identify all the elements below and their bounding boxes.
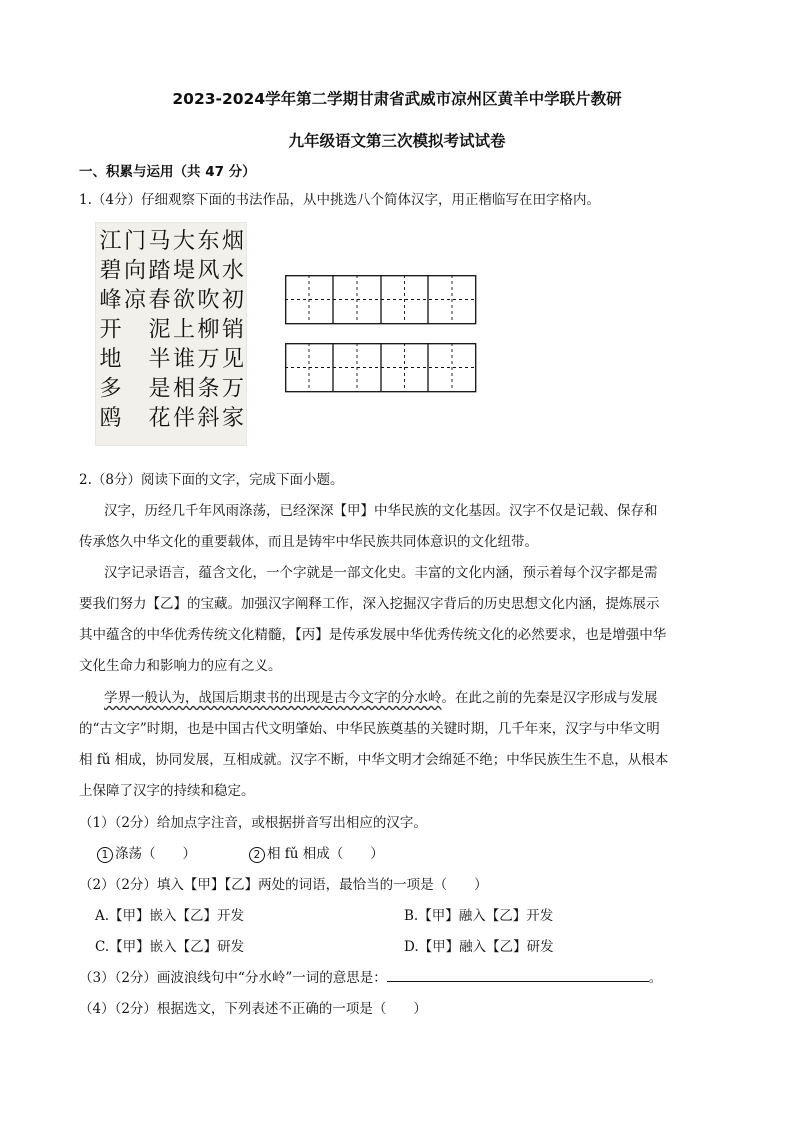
tianzige-row-2 — [285, 343, 477, 397]
tianzige-grid-2[interactable] — [285, 343, 477, 393]
calligraphy-char: 门 — [123, 229, 147, 254]
calligraphy-char: 烟 — [221, 229, 245, 254]
calligraphy-image — [95, 222, 247, 446]
calligraphy-char: 上 — [172, 317, 196, 343]
passage-p3-line4: 上保障了汉字的持续和稳定。 — [79, 783, 255, 799]
calligraphy-char: 初 — [221, 288, 245, 313]
calligraphy-char: 鸥 — [99, 406, 122, 431]
passage-p3-line2: 的“古文字”时期，也是中国古代文明肇始、中华民族奠基的关键时期，几千年来，汉字与中华文明 — [79, 721, 660, 737]
subquestion-2-stem: （2）（2分）填入【甲】【乙】两处的词语，最恰当的一项是（ ） — [79, 877, 488, 893]
subquestion-1-item1 — [97, 842, 196, 863]
calligraphy-char: 花 — [148, 406, 171, 431]
exam-title-line2: 九年级语文第三次模拟考试试卷 — [288, 132, 506, 150]
subquestion-4-stem: （4）（2分）根据选文，下列表述不正确的一项是（ ） — [79, 1001, 427, 1017]
passage-p2-line4: 文化生命力和影响力的应有之义。 — [79, 658, 282, 674]
option-b[interactable]: B.【甲】融入【乙】开发 — [404, 908, 554, 924]
answer-blank[interactable] — [387, 969, 649, 982]
option-d[interactable]: D.【甲】融入【乙】研发 — [404, 939, 554, 955]
calligraphy-char: 万 — [221, 376, 245, 402]
option-a[interactable]: A.【甲】嵌入【乙】开发 — [95, 908, 245, 924]
calligraphy-char: 马 — [148, 229, 171, 254]
calligraphy-char: 家 — [221, 406, 245, 431]
wavy-underlined-sentence: 学界一般认为，战国后期隶书的出现是古今文字的分水岭 — [104, 690, 442, 706]
calligraphy-char: 欲 — [172, 288, 196, 313]
circled-number-2: 2 — [249, 847, 265, 863]
calligraphy-char: 水 — [221, 258, 245, 284]
calligraphy-artwork — [95, 222, 247, 446]
calligraphy-char: 半 — [148, 347, 171, 372]
calligraphy-char: 开 — [99, 317, 122, 343]
calligraphy-char: 风 — [197, 258, 220, 284]
subquestion-3 — [79, 966, 662, 986]
calligraphy-char: 万 — [197, 347, 220, 372]
calligraphy-char: 相 — [172, 376, 196, 402]
calligraphy-char: 条 — [197, 376, 220, 402]
passage-p2-line2: 要我们努力【乙】的宝藏。加强汉字阐释工作，深入挖掘汉字背后的历史思想文化内涵，提炼展示 — [79, 596, 660, 612]
calligraphy-char: 泥 — [148, 317, 171, 343]
calligraphy-char: 柳 — [197, 317, 220, 343]
subquestion-1-item2 — [249, 842, 384, 863]
calligraphy-char: 碧 — [99, 258, 122, 284]
calligraphy-char: 多 — [99, 376, 122, 402]
calligraphy-char: 斜 — [197, 406, 220, 431]
subquestion-3-end: 。 — [648, 970, 663, 986]
tianzige-grid-1[interactable] — [285, 275, 477, 325]
question-2-stem: 2.（8分）阅读下面的文字，完成下面小题。 — [79, 472, 344, 488]
passage-p3-line1 — [104, 686, 658, 706]
calligraphy-char: 销 — [221, 317, 245, 343]
exam-title-line1: 2023-2024学年第二学期甘肃省武威市凉州区黄羊中学联片教研 — [172, 90, 622, 108]
passage-p3-line3: 相 fǔ 相成，协同发展，互相成就。汉字不断，中华文明才会绵延不绝；中华民族生生不息，从根本 — [79, 752, 669, 768]
calligraphy-char: 踏 — [148, 258, 171, 284]
item1-text: 涤荡（ ） — [115, 846, 196, 862]
subquestion-1-stem: （1）（2分）给加点字注音，或根据拼音写出相应的汉字。 — [79, 815, 427, 831]
passage-p2-line1: 汉字记录语言，蕴含文化，一个字就是一部文化史。丰富的文化内涵，预示着每个汉字都是需 — [104, 565, 658, 581]
passage-p1-line1: 汉字，历经几千年风雨涤荡，已经深深【甲】中华民族的文化基因。汉字不仅是记载、保存和 — [104, 503, 658, 519]
calligraphy-char: 大 — [172, 229, 196, 254]
passage-p1-line2: 传承悠久中华文化的重要载体，而且是铸牢中华民族共同体意识的文化纽带。 — [79, 534, 538, 550]
calligraphy-char: 凉 — [123, 288, 147, 313]
question-1-stem: 1.（4分）仔细观察下面的书法作品，从中挑选八个简体汉字，用正楷临写在田字格内。 — [79, 192, 600, 208]
passage-p3-line1-rest: 。在此之前的先秦是汉字形成与发展 — [441, 690, 658, 706]
section-heading: 一、积累与运用（共 47 分） — [79, 164, 256, 180]
calligraphy-char: 伴 — [172, 406, 196, 431]
calligraphy-char: 峰 — [99, 288, 122, 313]
passage-p2-line3: 其中蕴含的中华优秀传统文化精髓，【丙】是传承发展中华优秀传统文化的必然要求，也是增强中华 — [79, 627, 667, 643]
calligraphy-char: 谁 — [172, 347, 196, 372]
calligraphy-char: 东 — [197, 229, 220, 254]
calligraphy-char: 春 — [148, 288, 171, 313]
circled-number-1: 1 — [97, 847, 113, 863]
tianzige-row-1 — [285, 275, 477, 329]
calligraphy-char: 向 — [123, 258, 147, 284]
calligraphy-char: 吹 — [197, 288, 220, 313]
calligraphy-char: 江 — [99, 229, 122, 254]
option-c[interactable]: C.【甲】嵌入【乙】研发 — [95, 939, 245, 955]
subquestion-3-stem: （3）（2分）画波浪线句中“分水岭”一词的意思是： — [79, 970, 387, 986]
calligraphy-char: 见 — [221, 347, 245, 372]
calligraphy-char: 堤 — [172, 258, 196, 284]
calligraphy-char: 是 — [148, 376, 171, 402]
calligraphy-char: 地 — [99, 347, 122, 372]
item2-text: 相 fǔ 相成（ ） — [267, 846, 384, 862]
